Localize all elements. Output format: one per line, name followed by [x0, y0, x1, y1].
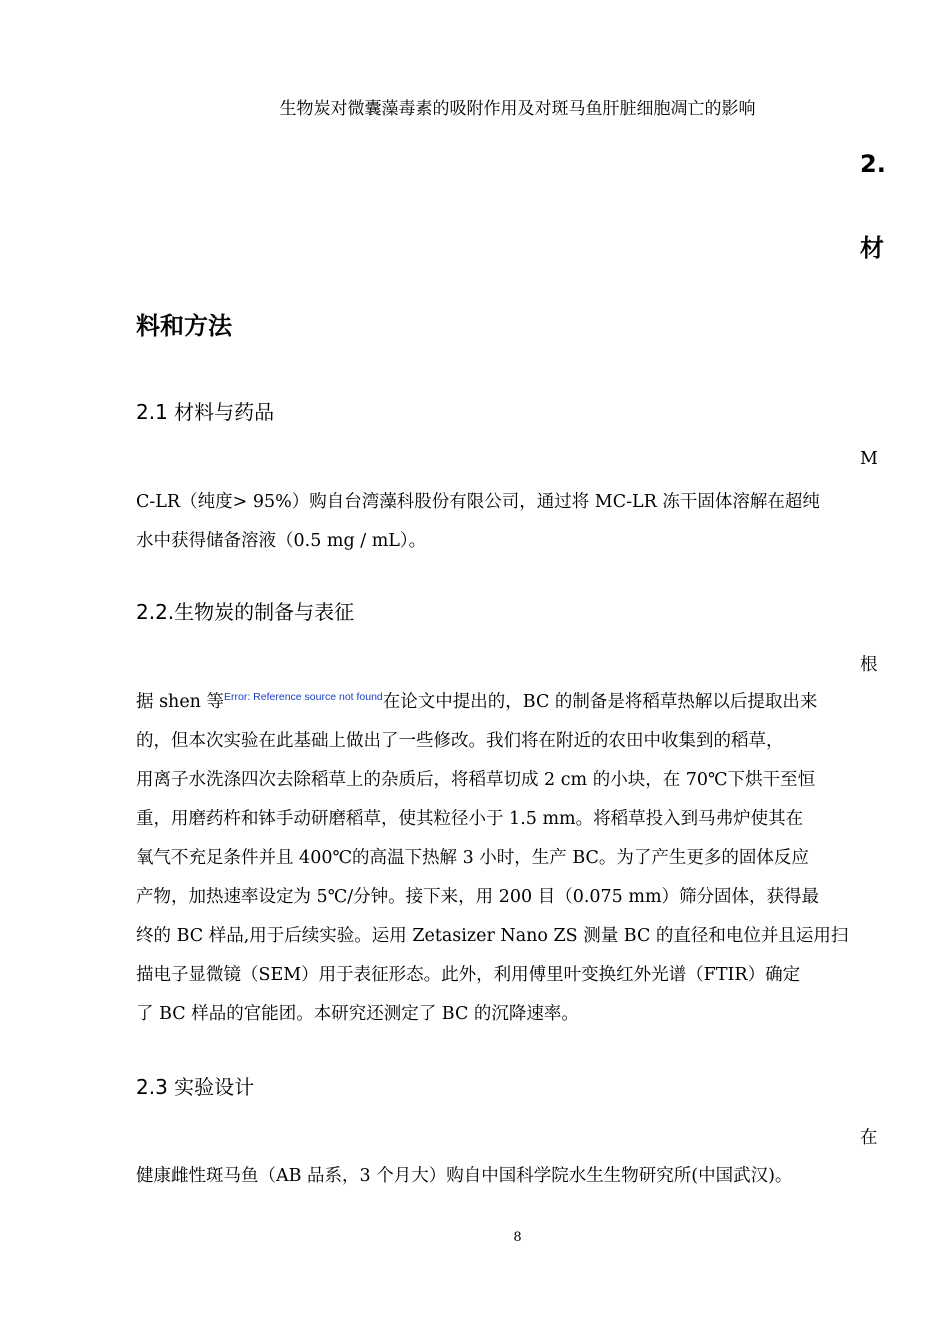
page-number: 8: [513, 1230, 522, 1245]
section-title-part1: 材: [860, 234, 884, 262]
paragraph-line: C-LR（纯度> 95%）购自台湾藻科股份有限公司，通过将 MC-LR 冻干固体溶解在超纯: [136, 492, 820, 512]
paragraph-line: 用离子水洗涤四次去除稻草上的杂质后，将稻草切成 2 cm 的小块，在 70℃下烘干至恒: [136, 770, 816, 790]
paragraph-line: 氧气不充足条件并且 400℃的高温下热解 3 小时，生产 BC。为了产生更多的固体反应: [136, 848, 809, 868]
paragraph-line: 健康雌性斑马鱼（AB 品系，3 个月大）购自中国科学院水生生物研究所(中国武汉)。: [136, 1166, 793, 1186]
paragraph-lead-char: 在: [860, 1128, 878, 1148]
paragraph-line: 重，用磨药杵和钵手动研磨稻草，使其粒径小于 1.5 mm。将稻草投入到马弗炉使其在: [136, 809, 804, 829]
paragraph-line: 产物，加热速率设定为 5℃/分钟。接下来，用 200 目（0.075 mm）筛分固体，获得最: [136, 887, 820, 907]
paragraph-line: 的，但本次实验在此基础上做出了一些修改。我们将在附近的农田中收集到的稻草，: [136, 731, 784, 751]
heading-2-3: 2.3 实验设计: [136, 1075, 255, 1099]
paragraph-line: 水中获得储备溶液（0.5 mg / mL）。: [136, 531, 427, 551]
text-run: 在论文中提出的，BC 的制备是将稻草热解以后提取出来: [382, 692, 818, 712]
paragraph-line: [136, 688, 817, 713]
paragraph-lead-char: 根: [860, 655, 878, 675]
paragraph-lead-char: M: [860, 449, 878, 469]
section-number: 2.: [860, 150, 886, 178]
paragraph-line: 了 BC 样品的官能团。本研究还测定了 BC 的沉降速率。: [136, 1004, 579, 1024]
paragraph-line: 终的 BC 样品,用于后续实验。运用 Zetasizer Nano ZS 测量 BC 的直径和电位并且运用扫: [136, 926, 849, 946]
text-run: 据 shen 等: [136, 692, 225, 712]
reference-error: Error: Reference source not found: [224, 691, 383, 703]
heading-2-1: 2.1 材料与药品: [136, 400, 275, 424]
heading-2-2: 2.2.生物炭的制备与表征: [136, 600, 355, 624]
running-header: 生物炭对微囊藻毒素的吸附作用及对斑马鱼肝脏细胞凋亡的影响: [279, 99, 756, 119]
section-title-part2: 料和方法: [136, 312, 232, 340]
paragraph-line: 描电子显微镜（SEM）用于表征形态。此外，利用傅里叶变换红外光谱（FTIR）确定: [136, 965, 801, 985]
